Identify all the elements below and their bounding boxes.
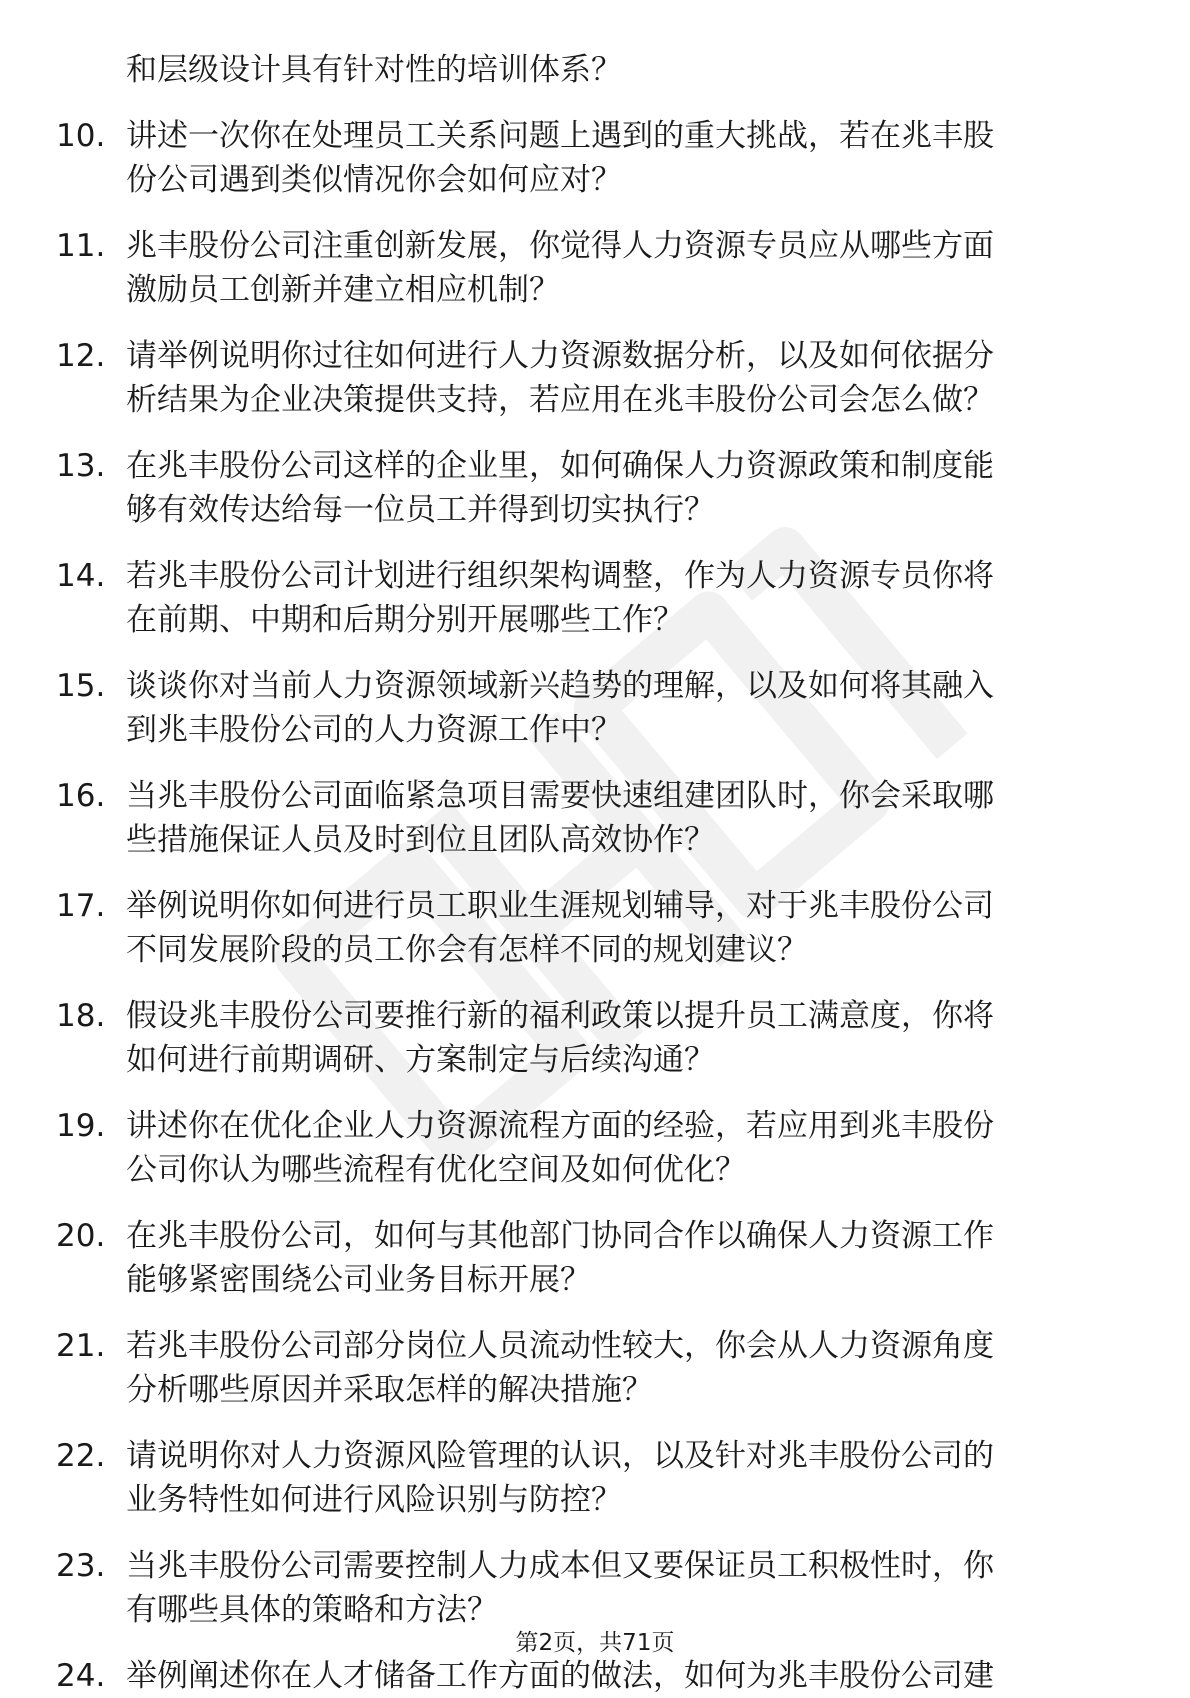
question-text-line: 当兆丰股份公司需要控制人力成本但又要保证员工积极性时，你: [126, 1548, 994, 1584]
question-text-line: 若兆丰股份公司部分岗位人员流动性较大，你会从人力资源角度: [126, 1328, 994, 1364]
question-text: [126, 1654, 1116, 1698]
question-text-line: 在前期、中期和后期分别开展哪些工作？: [126, 602, 684, 638]
question-item: [0, 1104, 1190, 1192]
continued-question-text: 和层级设计具有针对性的培训体系？: [126, 52, 622, 88]
question-number: 19.: [56, 1108, 106, 1144]
question-number: 22.: [56, 1438, 106, 1474]
question-text-line: 到兆丰股份公司的人力资源工作中？: [126, 712, 622, 748]
question-item: [0, 224, 1190, 312]
question-text-line: 举例说明你如何进行员工职业生涯规划辅导，对于兆丰股份公司: [126, 888, 994, 924]
question-text-line: 份公司遇到类似情况你会如何应对？: [126, 162, 622, 198]
question-text-line: 如何进行前期调研、方案制定与后续沟通？: [126, 1042, 715, 1078]
question-text-line: 分析哪些原因并采取怎样的解决措施？: [126, 1372, 653, 1408]
question-text: [126, 994, 1116, 1082]
question-item: [0, 664, 1190, 752]
question-text: [126, 444, 1116, 532]
question-number: 23.: [56, 1548, 106, 1584]
question-text: [126, 114, 1116, 202]
question-text-line: 举例阐述你在人才储备工作方面的做法，如何为兆丰股份公司建: [126, 1658, 994, 1694]
question-item: [0, 444, 1190, 532]
question-text-line: 谈谈你对当前人力资源领域新兴趋势的理解，以及如何将其融入: [126, 668, 994, 704]
question-text: [126, 774, 1116, 862]
question-list: [0, 114, 1190, 1698]
question-text: [126, 1544, 1116, 1632]
question-number: 12.: [56, 338, 106, 374]
question-text-line: 讲述一次你在处理员工关系问题上遇到的重大挑战，若在兆丰股: [126, 118, 994, 154]
question-text: [126, 554, 1116, 642]
question-text-line: 有哪些具体的策略和方法？: [126, 1592, 498, 1628]
question-item: [0, 1324, 1190, 1412]
question-text-line: 够有效传达给每一位员工并得到切实执行？: [126, 492, 715, 528]
question-item: [0, 1544, 1190, 1632]
question-text-line: 激励员工创新并建立相应机制？: [126, 272, 560, 308]
question-text: [126, 884, 1116, 972]
question-item: [0, 1434, 1190, 1522]
question-number: 18.: [56, 998, 106, 1034]
question-number: 16.: [56, 778, 106, 814]
document-content: [0, 48, 1190, 1698]
question-number: 13.: [56, 448, 106, 484]
question-number: 21.: [56, 1328, 106, 1364]
question-text: [126, 1214, 1116, 1302]
question-text-line: 请举例说明你过往如何进行人力资源数据分析，以及如何依据分: [126, 338, 994, 374]
question-text-line: 当兆丰股份公司面临紧急项目需要快速组建团队时，你会采取哪: [126, 778, 994, 814]
question-text-line: 不同发展阶段的员工你会有怎样不同的规划建议？: [126, 932, 808, 968]
question-item: [0, 554, 1190, 642]
question-item: [0, 1654, 1190, 1698]
question-text: [126, 1434, 1116, 1522]
question-text-line: 讲述你在优化企业人力资源流程方面的经验，若应用到兆丰股份: [126, 1108, 994, 1144]
question-text-line: 业务特性如何进行风险识别与防控？: [126, 1482, 622, 1518]
question-text: [126, 664, 1116, 752]
question-number: 10.: [56, 118, 106, 154]
question-text-line: 兆丰股份公司注重创新发展，你觉得人力资源专员应从哪些方面: [126, 228, 994, 264]
question-text-line: 在兆丰股份公司，如何与其他部门协同合作以确保人力资源工作: [126, 1218, 994, 1254]
question-text-line: 能够紧密围绕公司业务目标开展？: [126, 1262, 591, 1298]
question-number: 15.: [56, 668, 106, 704]
question-text-line: 些措施保证人员及时到位且团队高效协作？: [126, 822, 715, 858]
question-text-line: 假设兆丰股份公司要推行新的福利政策以提升员工满意度，你将: [126, 998, 994, 1034]
question-text-line: 公司你认为哪些流程有优化空间及如何优化？: [126, 1152, 746, 1188]
question-item: [0, 774, 1190, 862]
question-item: [0, 994, 1190, 1082]
question-text: [126, 1324, 1116, 1412]
question-text-line: 在兆丰股份公司这样的企业里，如何确保人力资源政策和制度能: [126, 448, 994, 484]
question-text: [126, 334, 1116, 422]
question-number: 24.: [56, 1658, 106, 1694]
question-text-line: 析结果为企业决策提供支持，若应用在兆丰股份公司会怎么做？: [126, 382, 994, 418]
question-item: [0, 114, 1190, 202]
question-number: 20.: [56, 1218, 106, 1254]
question-item: [0, 1214, 1190, 1302]
question-text-line: 请说明你对人力资源风险管理的认识，以及针对兆丰股份公司的: [126, 1438, 994, 1474]
question-text-line: 若兆丰股份公司计划进行组织架构调整，作为人力资源专员你将: [126, 558, 994, 594]
question-number: 17.: [56, 888, 106, 924]
question-item: [0, 884, 1190, 972]
question-number: 11.: [56, 228, 106, 264]
question-item: [0, 334, 1190, 422]
question-text: [126, 224, 1116, 312]
question-text: [126, 1104, 1116, 1192]
question-number: 14.: [56, 558, 106, 594]
page-footer: 第2页，共71页: [515, 1630, 675, 1656]
